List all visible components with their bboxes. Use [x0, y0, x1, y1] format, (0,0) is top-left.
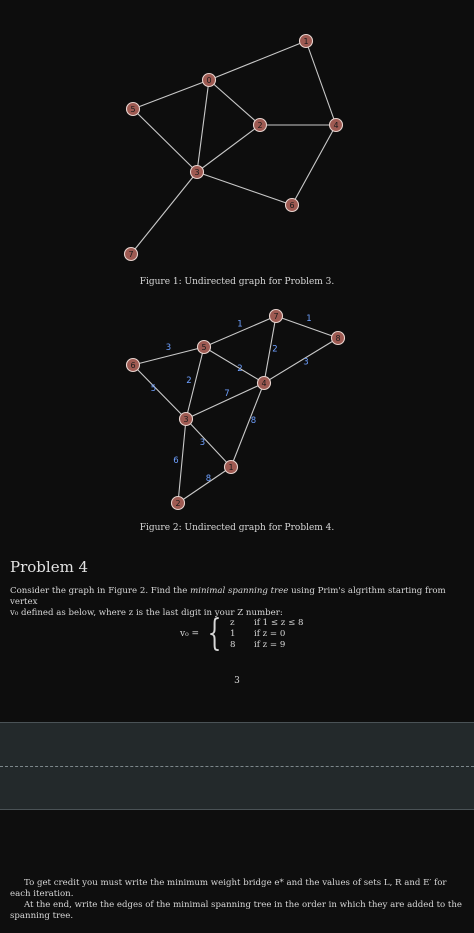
- instruction-para-1: To get credit you must write the minimum weight bridge e* and the values of sets L, R and E′ for each iteration.: [10, 878, 447, 899]
- fig1-edge-5-3: [133, 109, 197, 172]
- svg-text:7: 7: [273, 312, 279, 321]
- fig2-edge-weight-label: 3: [165, 343, 172, 353]
- svg-text:7: 7: [128, 250, 134, 259]
- fig1-edge-0-3: [197, 80, 209, 172]
- figure-1-graph: [0, 25, 474, 295]
- fig2-edge-weight-label: 1: [237, 319, 243, 330]
- fig2-edge-weight-label: 8: [205, 474, 212, 484]
- fig1-node-5: [127, 103, 140, 116]
- fig2-node-5: [198, 341, 211, 354]
- svg-text:3: 3: [183, 415, 189, 424]
- fig2-node-8: [332, 332, 345, 345]
- fig1-edge-0-5: [133, 80, 209, 109]
- svg-text:1: 1: [303, 37, 309, 46]
- svg-text:1: 1: [228, 463, 234, 472]
- fig1-node-0: [203, 74, 216, 87]
- fig1-node-6: [286, 199, 299, 212]
- fig2-node-4: [258, 377, 271, 390]
- fig1-node-4: [330, 119, 343, 132]
- svg-text:2: 2: [257, 121, 263, 130]
- svg-text:4: 4: [261, 379, 267, 388]
- case-value: 1: [230, 629, 236, 639]
- svg-text:5: 5: [201, 343, 207, 352]
- instructions: [10, 878, 462, 922]
- fig2-edge-2-1: [178, 467, 231, 503]
- svg-text:2: 2: [175, 499, 181, 508]
- fig2-edge-weight-label: 8: [250, 416, 257, 426]
- intro-emphasis: minimal spanning tree: [190, 586, 289, 596]
- fig2-node-6: [127, 359, 140, 372]
- intro-text-line2: v₀ defined as below, where z is the last digit in your Z number:: [10, 608, 283, 618]
- case-condition: if z = 0: [254, 629, 286, 639]
- fig1-edge-0-1: [209, 41, 306, 80]
- instruction-para-2: At the end, write the edges of the minimal spanning tree in the order in which they are added to the spanning tree.: [10, 900, 462, 921]
- fig2-edge-weight-label: 6: [173, 456, 179, 466]
- fig1-node-2: [254, 119, 267, 132]
- svg-text:6: 6: [289, 201, 295, 210]
- fig1-node-1: [300, 35, 313, 48]
- fig2-edge-weight-label: 7: [224, 389, 230, 399]
- fig1-node-7: [125, 248, 138, 261]
- svg-text:5: 5: [130, 105, 136, 114]
- fig1-edge-2-3: [197, 125, 260, 172]
- fig1-node-3: [191, 166, 204, 179]
- svg-text:3: 3: [194, 168, 200, 177]
- fig1-edge-3-6: [197, 172, 292, 205]
- fig2-edge-3-1: [186, 419, 231, 467]
- svg-text:0: 0: [206, 76, 212, 85]
- fig2-edge-weight-label: 2: [237, 364, 243, 374]
- intro-text-b: using Prim's algrithm starting from vertex: [10, 586, 446, 607]
- figure-1-caption: Figure 1: Undirected graph for Problem 3.: [139, 277, 335, 287]
- fig2-edge-weight-label: 3: [199, 438, 206, 448]
- v0-definition: [180, 613, 304, 654]
- fig2-node-1: [225, 461, 238, 474]
- svg-text:4: 4: [333, 121, 339, 130]
- cases-block: [230, 618, 303, 650]
- fig1-edge-6-4: [292, 125, 336, 205]
- fig1-edge-1-4: [306, 41, 336, 125]
- intro-text-a: Consider the graph in Figure 2. Find the: [10, 586, 191, 596]
- fig2-node-3: [180, 413, 193, 426]
- problem-heading: Problem 4: [10, 558, 89, 576]
- figure-2-graph: [0, 300, 474, 520]
- figure-2-caption: Figure 2: Undirected graph for Problem 4.: [139, 523, 335, 533]
- fig1-edge-3-7: [131, 172, 197, 254]
- svg-text:6: 6: [130, 361, 136, 370]
- fig2-node-7: [270, 310, 283, 323]
- fig1-edge-0-2: [209, 80, 260, 125]
- page-break-divider: [0, 766, 474, 767]
- svg-text:8: 8: [335, 334, 341, 343]
- problem-intro: [10, 586, 462, 619]
- fig2-edge-weight-label: 2: [186, 376, 192, 386]
- fig2-node-2: [172, 497, 185, 510]
- left-brace: {: [207, 613, 222, 654]
- v0-lhs: v₀ =: [180, 629, 200, 639]
- fig2-edge-weight-label: 2: [272, 344, 278, 355]
- fig2-edge-3-2: [178, 419, 186, 503]
- fig2-edge-weight-label: 5: [150, 384, 157, 394]
- fig2-edge-weight-label: 1: [306, 314, 312, 324]
- case-value: z: [230, 618, 235, 628]
- fig2-edge-5-4: [204, 347, 264, 383]
- fig2-edge-weight-label: 3: [303, 357, 309, 368]
- case-value: 8: [230, 640, 236, 650]
- case-condition: if z = 9: [254, 640, 286, 650]
- fig2-edge-6-3: [133, 365, 186, 419]
- page-break-band: [0, 722, 474, 810]
- page-number: 3: [234, 676, 240, 686]
- case-condition: if 1 ≤ z ≤ 8: [254, 618, 304, 628]
